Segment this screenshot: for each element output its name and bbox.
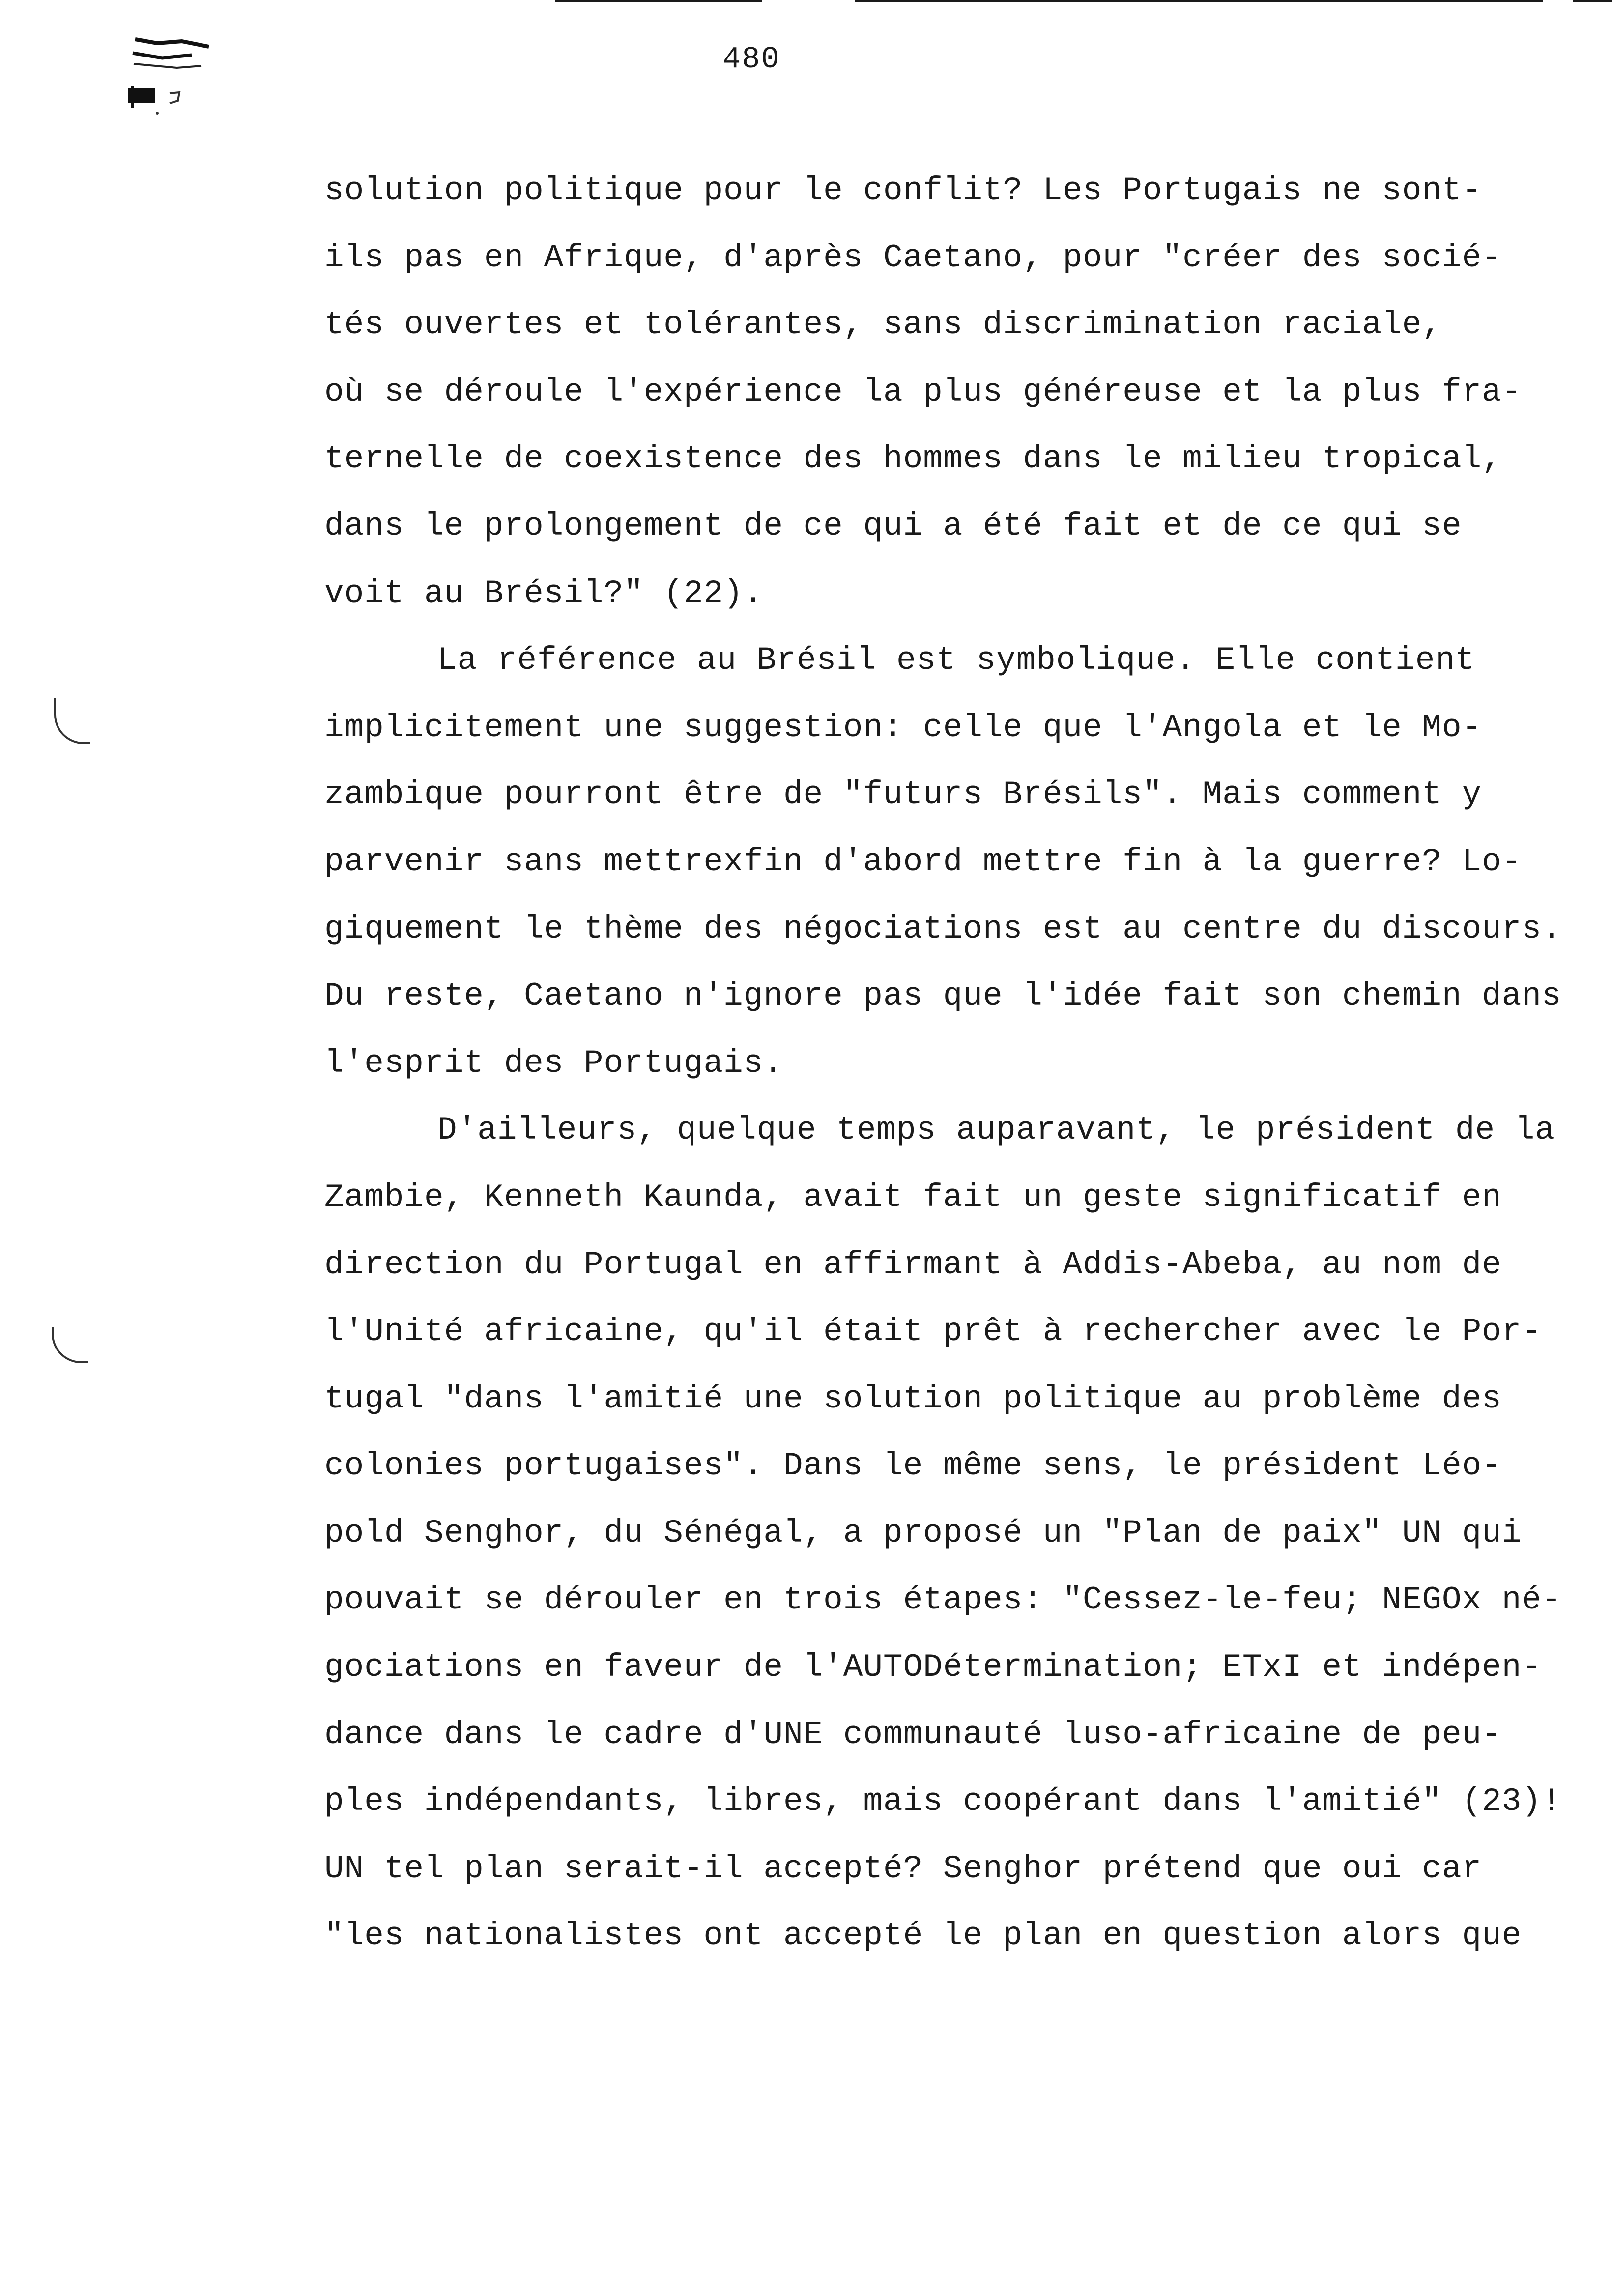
top-border-rule bbox=[555, 0, 762, 2]
text-line: dance dans le cadre d'UNE communauté luso-africaine de peu- bbox=[324, 1716, 1502, 1753]
text-line: giquement le thème des négociations est au centre du discours. bbox=[324, 910, 1562, 947]
text-line: Du reste, Caetano n'ignore pas que l'idée fait son chemin dans bbox=[324, 977, 1562, 1015]
stamp-mark-icon bbox=[123, 29, 241, 128]
text-line: UN tel plan serait-il accepté? Senghor prétend que oui car bbox=[324, 1850, 1482, 1887]
text-line: tés ouvertes et tolérantes, sans discrimination raciale, bbox=[324, 306, 1442, 344]
page-number: 480 bbox=[722, 42, 780, 77]
text-line: direction du Portugal en affirmant à Addis-Abeba, au nom de bbox=[324, 1246, 1502, 1283]
document-body bbox=[324, 157, 1592, 1970]
binder-hole-mark bbox=[52, 1327, 88, 1363]
text-line: l'Unité africaine, qu'il était prêt à rechercher avec le Por- bbox=[324, 1313, 1542, 1350]
binder-hole-mark bbox=[54, 698, 90, 744]
top-border-rule bbox=[855, 0, 1543, 2]
text-line: ples indépendants, libres, mais coopérant dans l'amitié" (23)! bbox=[324, 1783, 1562, 1820]
text-line: implicitement une suggestion: celle que l'Angola et le Mo- bbox=[324, 709, 1482, 746]
text-line: ternelle de coexistence des hommes dans le milieu tropical, bbox=[324, 440, 1502, 478]
text-line: tugal "dans l'amitié une solution politique au problème des bbox=[324, 1380, 1502, 1417]
text-line: dans le prolongement de ce qui a été fait et de ce qui se bbox=[324, 507, 1462, 545]
text-line: solution politique pour le conflit? Les Portugais ne sont- bbox=[324, 172, 1482, 209]
text-line: "les nationalistes ont accepté le plan en question alors que bbox=[324, 1917, 1522, 1954]
text-line: colonies portugaises". Dans le même sens, le président Léo- bbox=[324, 1447, 1502, 1485]
text-line: D'ailleurs, quelque temps auparavant, le président de la bbox=[437, 1112, 1555, 1149]
text-line: pold Senghor, du Sénégal, a proposé un "Plan de paix" UN qui bbox=[324, 1514, 1522, 1551]
text-line: zambique pourront être de "futurs Brésils". Mais comment y bbox=[324, 776, 1482, 813]
text-line: pouvait se dérouler en trois étapes: "Cessez-le-feu; NEGOx né- bbox=[324, 1581, 1562, 1619]
text-line: où se déroule l'expérience la plus généreuse et la plus fra- bbox=[324, 373, 1522, 410]
text-line: ils pas en Afrique, d'après Caetano, pour "créer des socié- bbox=[324, 239, 1502, 276]
text-line: gociations en faveur de l'AUTODétermination; ETxI et indépen- bbox=[324, 1649, 1542, 1686]
text-line: voit au Brésil?" (22). bbox=[324, 574, 764, 612]
text-line: l'esprit des Portugais. bbox=[324, 1044, 783, 1082]
top-border-rule bbox=[1573, 0, 1612, 2]
text-line: La référence au Brésil est symbolique. Elle contient bbox=[437, 642, 1475, 679]
text-line: parvenir sans mettrexfin d'abord mettre fin à la guerre? Lo- bbox=[324, 843, 1522, 880]
text-line: Zambie, Kenneth Kaunda, avait fait un geste significatif en bbox=[324, 1178, 1502, 1216]
